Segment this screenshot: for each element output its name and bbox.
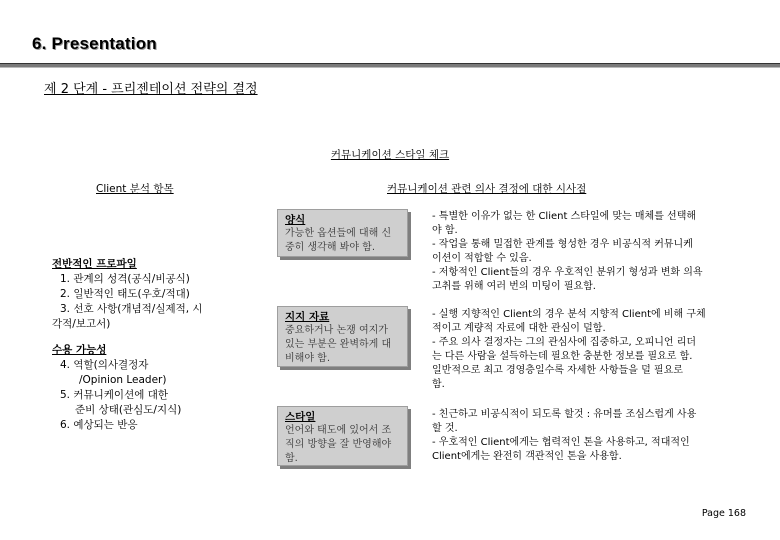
note-item	[432, 336, 752, 392]
profile-line: 3. 선호 사항(개념적/실제적, 시	[60, 303, 203, 315]
note-item	[432, 308, 752, 336]
note-line: 일반적으로 최고 경영층일수록 자세한 사항들을 덜 필요로	[432, 365, 683, 376]
receptivity-line: /Opinion Leader)	[79, 374, 167, 386]
note-item	[432, 238, 752, 266]
note-line: 할 것.	[432, 423, 458, 434]
box-text: 중히 생각해 봐야 함.	[285, 242, 375, 253]
box-text: 직의 방향을 잘 반영해야	[285, 439, 392, 450]
support-materials-notes	[432, 308, 752, 392]
note-line: - 작업을 통해 밀접한 관계를 형성한 경우 비공식적 커뮤니케	[432, 239, 693, 250]
right-column-heading: 커뮤니케이션 관련 의사 결정에 대한 시사점	[387, 183, 587, 195]
note-item	[432, 210, 752, 238]
box-text: 있는 부분은 완벽하게 대	[285, 339, 392, 350]
page-title: 6. Presentation	[32, 34, 157, 53]
page-number: Page 168	[701, 508, 746, 519]
note-line: 함.	[432, 379, 445, 390]
receptivity-line: 5. 커뮤니케이션에 대한	[60, 389, 168, 401]
receptivity-line: 6. 예상되는 반응	[60, 419, 138, 431]
section-title: 커뮤니케이션 스타일 체크	[330, 149, 450, 161]
box-text: 비해야 함.	[285, 353, 330, 364]
note-line: - 특별한 이유가 없는 한 Client 스타일에 맞는 매체를 선택해	[432, 211, 697, 222]
format-notes	[432, 210, 752, 294]
left-column-heading: Client 분석 항목	[96, 183, 174, 195]
page-subtitle: 제 2 단계 - 프리젠테이션 전략의 결정	[44, 82, 258, 97]
receptivity-block	[52, 343, 181, 433]
receptivity-line: 4. 역할(의사결정자	[60, 359, 149, 371]
note-item	[432, 408, 752, 436]
note-line: 적이고 계량적 자료에 대한 관심이 덜함.	[432, 323, 606, 334]
note-line: - 우호적인 Client에게는 협력적인 톤을 사용하고, 적대적인	[432, 437, 690, 448]
profile-line: 1. 관계의 성격(공식/비공식)	[60, 273, 190, 285]
support-materials-box	[277, 306, 408, 367]
box-title: 지지 자료	[285, 311, 330, 323]
box-text: 가능한 옵션들에 대해 신	[285, 228, 392, 239]
box-text: 함.	[285, 453, 298, 464]
note-line: - 주요 의사 결정자는 그의 관심사에 집중하고, 오피니언 리더	[432, 337, 697, 348]
box-text: 중요하거나 논쟁 여지가	[285, 325, 388, 336]
format-box	[277, 209, 408, 257]
profile-block	[52, 257, 203, 332]
box-title: 스타일	[285, 411, 316, 423]
style-box	[277, 406, 408, 466]
note-item	[432, 266, 752, 294]
note-line: 이션이 적합할 수 있음.	[432, 253, 532, 264]
style-notes	[432, 408, 752, 464]
note-line: - 친근하고 비공식적이 되도록 할것 : 유머를 조심스럽게 사용	[432, 409, 697, 420]
note-line: 는 다른 사람을 설득하는데 필요한 충분한 정보를 필요로 함.	[432, 351, 693, 362]
profile-line: 2. 일반적인 태도(우호/적대)	[60, 288, 190, 300]
note-line: - 실행 지향적인 Client의 경우 분석 지향적 Client에 비해 구체	[432, 309, 706, 320]
note-line: 야 함.	[432, 225, 458, 236]
receptivity-line: 준비 상태(관심도/지식)	[75, 404, 182, 416]
note-item	[432, 436, 752, 464]
receptivity-heading: 수용 가능성	[52, 344, 107, 356]
note-line: Client에게는 완전히 객관적인 톤을 사용함.	[432, 451, 622, 462]
title-divider	[0, 63, 780, 68]
profile-heading: 전반적인 프로파일	[52, 258, 137, 270]
profile-line: 각적/보고서)	[52, 318, 111, 330]
box-text: 언어와 태도에 있어서 조	[285, 425, 392, 436]
box-title: 양식	[285, 214, 306, 226]
note-line: 고취를 위해 여러 번의 미팅이 필요함.	[432, 281, 596, 292]
note-line: - 저항적인 Client들의 경우 우호적인 분위기 형성과 변화 의욕	[432, 267, 703, 278]
